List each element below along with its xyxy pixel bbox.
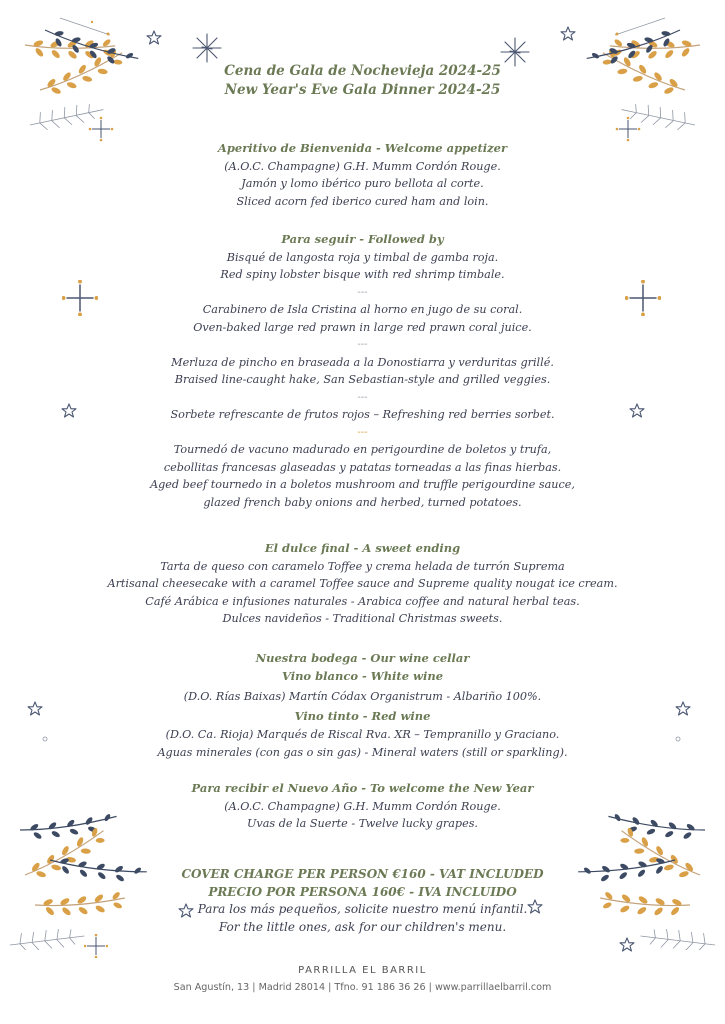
menu-line: Artisanal cheesecake with a caramel Toffee sauce and Supreme quality nougat ice cream. bbox=[107, 577, 618, 590]
separator: --- bbox=[357, 426, 368, 438]
menu-line: (A.O.C. Champagne) G.H. Mumm Cordón Rouge. bbox=[224, 159, 501, 173]
sparkle-icon bbox=[88, 116, 114, 142]
menu-line: Oven-baked large red prawn in large red prawn coral juice. bbox=[193, 320, 532, 334]
menu-line: Sliced acorn fed iberico cured ham and loin. bbox=[236, 194, 489, 208]
menu-line: Dulces navideños - Traditional Christmas sweets. bbox=[222, 612, 503, 625]
menu-line: Uvas de la Suerte - Twelve lucky grapes. bbox=[246, 817, 478, 830]
menu-line: (A.O.C. Champagne) G.H. Mumm Cordón Rouge. bbox=[224, 799, 501, 813]
menu-line: Jamón y lomo ibérico puro bellota al corte. bbox=[241, 177, 484, 190]
menu-line: Bisqué de langosta roja y timbal de gamba roja. bbox=[226, 250, 499, 264]
cover-charge-es: PRECIO POR PERSONA 160€ - IVA INCLUIDO bbox=[208, 884, 517, 899]
menu-line: Aguas minerales (con gas o sin gas) - Mineral waters (still or sparkling). bbox=[157, 745, 568, 759]
cover-charge-en: COVER CHARGE PER PERSON €160 - VAT INCLUDED bbox=[181, 867, 544, 881]
menu-line: Merluza de pincho en braseada a la Donostiarra y verduritas grillé. bbox=[171, 355, 554, 369]
subheading-white-wine: Vino blanco - White wine bbox=[281, 668, 444, 683]
separator: --- bbox=[357, 286, 368, 298]
menu-line: (D.O. Ca. Rioja) Marqués de Riscal Rva. XR – Tempranillo y Graciano. bbox=[165, 728, 560, 741]
separator: --- bbox=[357, 339, 368, 350]
menu-line: (D.O. Rías Baixas) Martín Códax Organistrum - Albariño 100%. bbox=[183, 690, 542, 703]
star-icon bbox=[618, 936, 636, 954]
menu-line: Tournedó de vacuno madurado en perigourdine de boletos y trufa, bbox=[173, 443, 552, 456]
menu-line: Tarta de queso con caramelo Toffee y crema helada de turrón Suprema bbox=[160, 559, 565, 573]
menu-line: Carabinero de Isla Cristina al horno en jugo de su coral. bbox=[202, 303, 523, 316]
separator: --- bbox=[357, 391, 368, 403]
title-en: New Year's Eve Gala Dinner 2024-25 bbox=[224, 82, 501, 98]
kids-menu-en: For the little ones, ask for our children's menu. bbox=[218, 919, 507, 934]
star-icon bbox=[144, 28, 164, 48]
title-es: Cena de Gala de Nochevieja 2024-25 bbox=[224, 63, 501, 79]
section-heading-dulce: El dulce final - A sweet ending bbox=[264, 541, 461, 555]
snowflake-icon bbox=[189, 30, 225, 66]
subheading-red-wine: Vino tinto - Red wine bbox=[294, 709, 431, 723]
section-heading-nuevo-ano: Para recibir el Nuevo Año - To welcome the New Year bbox=[191, 781, 534, 795]
restaurant-name: PARRILLA EL BARRIL bbox=[298, 965, 427, 976]
menu-line: Aged beef tournedo in a boletos mushroom and truffle perigourdine sauce, bbox=[150, 478, 575, 491]
sparkle-icon bbox=[84, 934, 108, 958]
menu-line: Sorbete refrescante de frutos rojos – Refreshing red berries sorbet. bbox=[170, 408, 555, 421]
menu-line: Red spiny lobster bisque with red shrimp timbale. bbox=[220, 268, 505, 281]
menu-line: Café Arábica e infusiones naturales - Arabica coffee and natural herbal teas. bbox=[145, 594, 580, 608]
section-heading-bodega: Nuestra bodega - Our wine cellar bbox=[255, 651, 470, 665]
menu-line: glazed french baby onions and herbed, turned potatoes. bbox=[203, 495, 522, 509]
section-heading-aperitivo: Aperitivo de Bienvenida - Welcome appetizer bbox=[217, 141, 508, 155]
menu-line: cebollitas francesas glaseadas y patatas torneadas a las finas hierbas. bbox=[163, 460, 562, 474]
kids-menu-es: Para los más pequeños, solicite nuestro menú infantil. bbox=[197, 902, 528, 916]
menu-line: Braised line-caught hake, San Sebastian-style and grilled veggies. bbox=[174, 373, 551, 386]
star-icon bbox=[558, 24, 578, 44]
restaurant-address: San Agustín, 13 | Madrid 28014 | Tfno. 91 186 36 26 | www.parrillaelbarril.com bbox=[173, 982, 552, 993]
sparkle-icon bbox=[615, 116, 641, 142]
section-heading-seguir: Para seguir - Followed by bbox=[281, 232, 444, 246]
